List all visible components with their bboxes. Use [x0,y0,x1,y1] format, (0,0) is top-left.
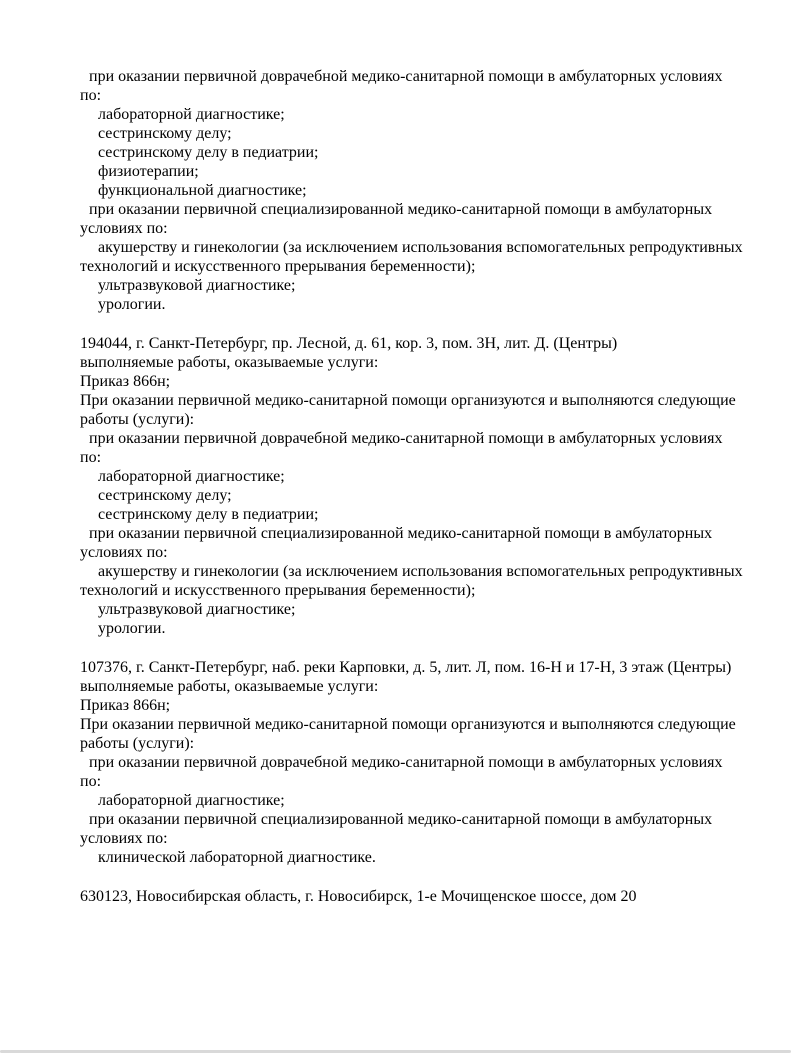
text-line: сестринскому делу в педиатрии; [98,506,319,523]
text-line: работы (услуги): [80,735,195,752]
text-line: сестринскому делу в педиатрии; [98,144,319,161]
text-line: акушерству и гинекологии (за исключением использования вспомогательных репродуктивных [98,563,743,580]
text-line: урологии. [98,296,166,313]
text-line: технологий и искусственного прерывания беременности); [80,582,476,599]
text-line: функциональной диагностике; [98,182,307,199]
text-line: условиях по: [80,544,168,561]
text-line: ультразвуковой диагностике; [98,277,296,294]
text-line: при оказании первичной доврачебной медико-санитарной помощи в амбулаторных условиях [89,754,723,771]
text-line: условиях по: [80,220,168,237]
text-line: 630123, Новосибирская область, г. Новосибирск, 1-е Мочищенское шоссе, дом 20 [80,888,637,905]
text-line: лабораторной диагностике; [98,468,285,485]
section-services-continuation [80,67,750,314]
text-line: урологии. [98,620,166,637]
text-line: выполняемые работы, оказываемые услуги: [80,678,379,695]
section-address-novosibirsk [80,887,750,906]
text-line: при оказании первичной доврачебной медико-санитарной помощи в амбулаторных условиях [89,68,723,85]
section-address-lesnoy [80,334,750,638]
text-line: при оказании первичной специализированной медико-санитарной помощи в амбулаторных [89,811,713,828]
text-line: Приказ 866н; [80,697,171,714]
text-line: условиях по: [80,830,168,847]
text-line: лабораторной диагностике; [98,106,285,123]
text-line: при оказании первичной специализированной медико-санитарной помощи в амбулаторных [89,525,713,542]
horizontal-scrollbar-track[interactable] [0,1050,791,1053]
text-line: сестринскому делу; [98,487,232,504]
document-body [80,67,750,906]
text-line: сестринскому делу; [98,125,232,142]
text-line: по: [80,449,102,466]
text-line: клинической лабораторной диагностике. [98,849,376,866]
text-line: по: [80,87,102,104]
text-line: лабораторной диагностике; [98,792,285,809]
text-line: технологий и искусственного прерывания беременности); [80,258,476,275]
text-line: физиотерапии; [98,163,199,180]
section-address-karpovki [80,658,750,867]
text-line: по: [80,773,102,790]
text-line: акушерству и гинекологии (за исключением использования вспомогательных репродуктивных [98,239,743,256]
text-line: ультразвуковой диагностике; [98,601,296,618]
text-line: При оказании первичной медико-санитарной помощи организуются и выполняются следующие [80,716,736,733]
text-line: при оказании первичной доврачебной медико-санитарной помощи в амбулаторных условиях [89,430,723,447]
text-line: выполняемые работы, оказываемые услуги: [80,354,379,371]
text-line: Приказ 866н; [80,373,171,390]
text-line: 107376, г. Санкт-Петербург, наб. реки Карповки, д. 5, лит. Л, пом. 16-Н и 17-Н, 3 этаж (Центры) [80,659,732,676]
text-line: при оказании первичной специализированной медико-санитарной помощи в амбулаторных [89,201,713,218]
text-line: 194044, г. Санкт-Петербург, пр. Лесной, д. 61, кор. 3, пом. 3Н, лит. Д. (Центры) [80,335,618,352]
text-line: работы (услуги): [80,411,195,428]
text-line: При оказании первичной медико-санитарной помощи организуются и выполняются следующие [80,392,736,409]
